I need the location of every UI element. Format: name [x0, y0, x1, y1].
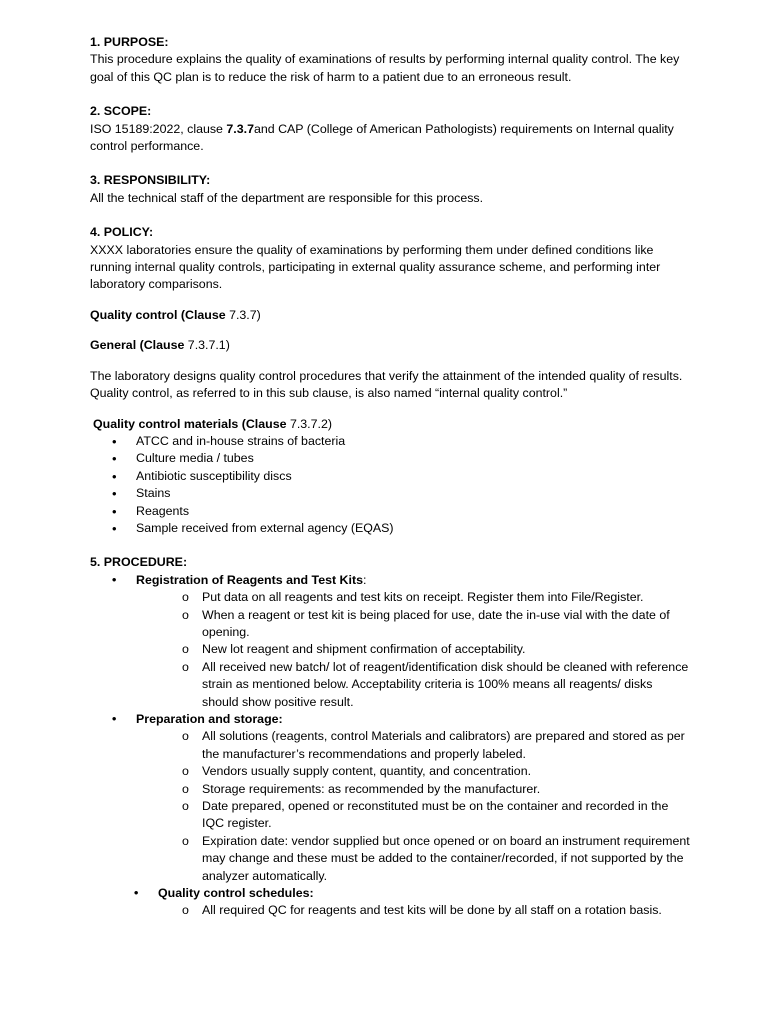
quality-control-clause: 7.3.7) — [225, 307, 261, 322]
document-body — [90, 34, 690, 920]
scope-section — [90, 103, 690, 155]
scope-clause: 7.3.7 — [226, 121, 254, 136]
list-item: • Sample received from external agency (EQAS) — [90, 520, 690, 537]
list-item: o Expiration date: vendor supplied but once opened or on board an instrument requirement may change and these must be added to the container/recorded, if not supported by the analyzer automatically. — [90, 833, 690, 885]
list-item: • Culture media / tubes — [90, 450, 690, 467]
list-item: o Storage requirements: as recommended by the manufacturer. — [90, 781, 690, 798]
scope-heading: 2. SCOPE: — [90, 104, 152, 119]
purpose-heading: 1. PURPOSE: — [90, 35, 169, 49]
preparation-label: Preparation and storage: — [136, 712, 283, 726]
procedure-list — [90, 572, 690, 920]
responsibility-heading: 3. RESPONSIBILITY: — [90, 173, 211, 188]
preparation-sublist — [90, 728, 690, 885]
bullet-icon: • — [134, 886, 139, 901]
list-item: o Date prepared, opened or reconstituted must be on the container and recorded in the IQC register. — [90, 798, 690, 833]
schedules-label: Quality control schedules: — [158, 886, 314, 901]
registration-item — [90, 572, 690, 711]
schedules-sublist — [112, 902, 690, 919]
preparation-item — [90, 711, 690, 885]
materials-heading — [90, 416, 690, 433]
list-item: o New lot reagent and shipment confirmation of acceptability. — [90, 641, 690, 658]
general-clause: 7.3.7.1) — [184, 338, 230, 353]
bullet-icon: • — [112, 572, 117, 587]
registration-sublist — [90, 589, 690, 711]
responsibility-text: All the technical staff of the department are responsible for this process. — [90, 190, 484, 205]
policy-text: XXXX laboratories ensure the quality of examinations by performing them under defined conditions like running internal quality controls, participating in external quality assurance scheme, and performing inter laboratory comparisons. — [90, 242, 661, 292]
list-item: o All solutions (reagents, control Materials and calibrators) are prepared and stored as per the manufacturer’s recommendations and properly labeled. — [90, 728, 690, 763]
list-item: • Antibiotic susceptibility discs — [90, 468, 690, 485]
schedules-item — [90, 885, 690, 920]
procedure-section — [90, 554, 690, 920]
general-text: The laboratory designs quality control procedures that verify the attainment of the intended quality of results. Quality control, as referred to in this sub clause, is also named “internal quality control.” — [90, 368, 683, 401]
responsibility-section — [90, 172, 690, 207]
general-label: General (Clause — [90, 338, 185, 353]
list-item: • ATCC and in-house strains of bacteria — [90, 433, 690, 450]
scope-text-a: ISO 15189:2022, clause — [90, 121, 227, 136]
materials-list — [90, 433, 690, 537]
scope-text — [90, 121, 690, 156]
purpose-text: This procedure explains the quality of examinations of results by performing internal quality control. The key goal of this QC plan is to reduce the risk of harm to a patient due to an erroneous result. — [90, 52, 680, 84]
registration-label: Registration of Reagents and Test Kits — [136, 572, 363, 587]
list-item: o When a reagent or test kit is being placed for use, date the in-use vial with the date of opening. — [90, 607, 690, 642]
general-heading — [90, 337, 690, 354]
quality-control-heading — [90, 307, 690, 324]
list-item: o Vendors usually supply content, quantity, and concentration. — [90, 763, 690, 780]
bullet-icon: • — [112, 712, 117, 726]
procedure-heading: 5. PROCEDURE: — [90, 555, 188, 570]
registration-suffix: : — [362, 572, 367, 587]
materials-clause: 7.3.7.2) — [286, 416, 332, 431]
quality-control-label: Quality control (Clause — [90, 307, 226, 322]
list-item: o Put data on all reagents and test kits on receipt. Register them into File/Register. — [90, 589, 690, 606]
list-item: • Reagents — [90, 503, 690, 520]
list-item: o All received new batch/ lot of reagent/identification disk should be cleaned with reference strain as mentioned below. Acceptability criteria is 100% means all reagents/ disks should show positive result. — [90, 659, 690, 711]
list-item: • Stains — [90, 485, 690, 502]
scope-text-b: and CAP (College of American Pathologists) requirements on Internal quality control performance. — [90, 121, 674, 154]
materials-label: Quality control materials (Clause — [93, 416, 287, 431]
list-item: o All required QC for reagents and test kits will be done by all staff on a rotation basis. — [90, 902, 690, 919]
policy-section — [90, 224, 690, 294]
purpose-section — [90, 34, 690, 86]
policy-heading: 4. POLICY: — [90, 225, 154, 240]
